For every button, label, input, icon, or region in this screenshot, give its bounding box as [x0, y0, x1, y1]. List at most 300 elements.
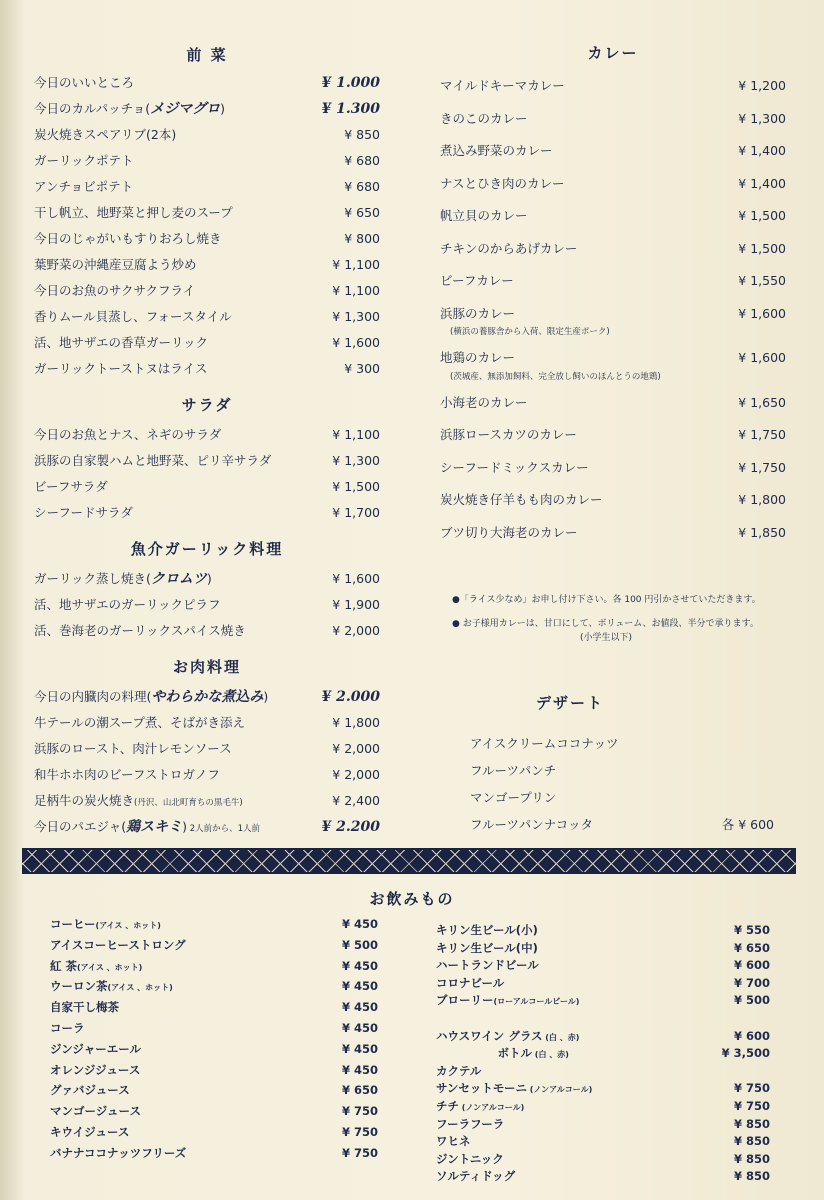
item-name-text: ビーフカレー: [440, 273, 514, 288]
item-name: [50, 935, 186, 956]
menu-item: [34, 814, 380, 840]
item-name: [50, 914, 161, 937]
item-name-text: マイルドキーマカレー: [440, 78, 565, 93]
item-price: ¥ 2.000: [321, 689, 380, 705]
menu-item: [34, 148, 380, 174]
item-price: ¥ 500: [733, 993, 770, 1008]
item-name-text: キリン生ビール(中): [436, 940, 538, 955]
drink-item: [436, 1063, 770, 1081]
menu-item: [34, 474, 380, 500]
item-name: [34, 684, 268, 710]
dessert-item: [470, 757, 774, 784]
item-name-text: 干し帆立、地野菜と押し麦のスープ: [34, 205, 233, 220]
item-price: ¥ 2,000: [332, 767, 380, 782]
menu-item: [34, 422, 380, 448]
item-price: ¥ 1,100: [332, 257, 380, 272]
item-name-text: きのこのカレー: [440, 110, 528, 126]
item-name-text: アンチョビポテト: [34, 179, 134, 194]
item-price: ¥ 450: [341, 917, 378, 931]
item-option-note: (アイス 、ホット): [77, 962, 143, 972]
item-name: [34, 448, 271, 474]
drinks-left-list: [50, 914, 378, 1164]
item-price: ¥ 750: [341, 1124, 378, 1139]
item-name: [440, 387, 528, 420]
dessert-item: [470, 730, 774, 757]
salad-list: [34, 422, 380, 526]
item-name: [436, 1098, 524, 1117]
item-name-text: ガーリックポテト: [34, 153, 134, 168]
curry-note-kids-age: (小学生以下): [580, 633, 633, 643]
item-price: ¥ 680: [344, 153, 380, 168]
drink-item: [436, 1098, 770, 1116]
drink-item: [50, 997, 378, 1018]
drink-item: [436, 1151, 770, 1169]
item-price: ¥ 650: [341, 1083, 378, 1098]
item-option-note: (アイス 、ホット): [95, 921, 161, 930]
item-name: [436, 1063, 481, 1081]
item-name: [436, 975, 504, 993]
menu-item: [440, 517, 786, 550]
menu-item: [34, 592, 380, 618]
item-option-note: (ノンアルコール): [459, 1102, 525, 1112]
item-price: ¥ 850: [344, 127, 380, 142]
item-name-text: オレンジジュース: [50, 1062, 141, 1077]
item-price: ¥ 1,750: [738, 427, 786, 442]
menu-item: [34, 330, 380, 356]
menu-item: [34, 566, 380, 592]
drink-item: [436, 975, 770, 993]
item-name-text: ガーリックトーストヌはライス: [34, 361, 208, 376]
item-name-text: ガーリック蒸し焼き(: [34, 571, 151, 586]
dessert-name: フルーツパンナコッタ: [470, 817, 594, 832]
drink-item: [50, 1018, 378, 1039]
drink-item: [436, 1010, 770, 1028]
item-name-text: フーラフーラ: [436, 1116, 505, 1131]
item-name: [34, 148, 134, 174]
item-name-text: 帆立貝のカレー: [440, 208, 528, 223]
item-name: [34, 122, 176, 148]
menu-item: [34, 70, 380, 96]
item-name: [34, 278, 195, 304]
item-name-tail: ): [263, 689, 269, 704]
item-name: [34, 70, 134, 96]
item-name: [440, 233, 577, 266]
item-price: ¥ 2,000: [332, 741, 380, 756]
curry-list: [440, 70, 786, 549]
item-option-note: (白 、赤): [542, 1032, 580, 1042]
item-name-text: ブローリー: [436, 993, 494, 1008]
item-price: ¥ 680: [344, 179, 380, 194]
item-name-text: 炭火焼き仔羊もも肉のカレー: [440, 492, 603, 507]
item-name: [436, 1133, 471, 1151]
drink-item: [50, 1039, 378, 1060]
item-name: [440, 484, 603, 517]
item-price: ¥ 750: [733, 1098, 770, 1113]
menu-item: [34, 252, 380, 278]
item-name: [440, 103, 528, 136]
item-name: [34, 710, 245, 736]
item-name-text: コロナビール: [436, 975, 505, 990]
dessert-list: [470, 730, 774, 838]
item-name: [440, 342, 515, 375]
item-name-text: 地鶏のカレー: [440, 350, 516, 365]
handwritten-item: やわらかな煮込み: [151, 689, 264, 705]
item-name: [50, 1143, 186, 1164]
item-price: ¥ 1,500: [332, 479, 380, 494]
menu-item: [440, 135, 786, 168]
item-name-text: 今日のお魚のサクサクフライ: [34, 283, 196, 298]
item-price: ¥ 1,200: [738, 78, 786, 93]
drink-item: [436, 992, 770, 1010]
item-price: ¥ 750: [341, 1145, 378, 1160]
item-price: ¥ 450: [341, 1000, 378, 1015]
zensai-title: 前 菜: [186, 46, 228, 64]
curry-note-rice: ●「ライス少なめ」お申し付け下さい。各 100 円引かさせていただきます。: [452, 595, 761, 605]
item-name: [440, 70, 565, 103]
item-price: ¥ 1,550: [738, 273, 786, 288]
item-name-text: 牛テールの潮スープ煮、そばがき添え: [34, 715, 246, 730]
item-name-text: 今日のじゃがいもすりおろし焼き: [34, 231, 222, 246]
item-name: [50, 1060, 140, 1081]
menu-item: [440, 484, 786, 517]
item-name-text: 活、地サザエの香草ガーリック: [34, 335, 209, 350]
item-name-text: 今日のいいところ: [34, 75, 135, 90]
menu-item: [440, 265, 786, 298]
item-name: [34, 618, 246, 644]
item-name: [436, 922, 538, 940]
dessert-section: [470, 692, 774, 838]
item-name-text: 香りムール貝蒸し、フォースタイル: [34, 309, 232, 324]
drink-item: [436, 957, 770, 975]
item-price: ¥ 850: [733, 1134, 770, 1149]
item-name: [50, 997, 119, 1018]
item-name: [50, 1101, 141, 1122]
item-option-note: (白 、赤): [532, 1050, 569, 1060]
item-name-text: グァバジュース: [50, 1083, 130, 1098]
item-price: ¥ 1,100: [332, 283, 380, 298]
item-name: [436, 957, 539, 975]
item-name-text: ジントニック: [436, 1151, 504, 1166]
item-name: [440, 517, 578, 550]
item-name: [436, 1116, 504, 1134]
drink-item: [436, 1080, 770, 1098]
menu-item: [34, 96, 380, 122]
item-name-text: 煮込み野菜のカレー: [440, 143, 553, 158]
item-name-text: 足柄牛の炭火焼き: [34, 793, 135, 808]
item-price: ¥ 600: [733, 1028, 770, 1043]
item-name-text: ボトル: [436, 1046, 533, 1061]
item-price: ¥ 800: [344, 231, 380, 246]
dessert-title: デザート: [536, 694, 605, 712]
item-price: ¥ 750: [733, 1081, 770, 1096]
item-price: ¥ 1.000: [321, 75, 380, 91]
item-name: [436, 1045, 569, 1064]
item-name: [50, 1122, 129, 1143]
menu-item: [440, 419, 786, 452]
item-price: ¥ 2.200: [321, 819, 380, 835]
item-price: ¥ 2,400: [332, 793, 380, 808]
item-name: [50, 956, 142, 979]
item-name-text: 浜豚ロースカツのカレー: [440, 427, 577, 442]
item-price: ¥ 850: [733, 1116, 770, 1131]
item-price: ¥ 1,300: [332, 453, 380, 468]
seafood-list: [34, 566, 380, 644]
item-price: ¥ 1,650: [738, 394, 786, 410]
item-name-text: 活、地サザエのガーリックピラフ: [34, 597, 221, 612]
item-name: [34, 96, 225, 122]
item-name: [436, 1168, 515, 1186]
menu-item: [34, 618, 380, 644]
menu-item: [34, 356, 380, 382]
item-price: ¥ 300: [344, 361, 380, 376]
item-name-text: ハウスワイン グラス: [436, 1028, 543, 1043]
meat-title: お肉料理: [172, 658, 241, 676]
item-option-note: (ノンアルコール): [526, 1085, 593, 1095]
item-name: [34, 252, 197, 278]
dessert-item: [470, 784, 774, 811]
item-name: [440, 135, 553, 168]
item-name: [440, 200, 528, 233]
menu-item: [34, 684, 380, 710]
item-name: [34, 422, 221, 448]
item-price: ¥ 1,100: [332, 427, 380, 442]
item-name: [440, 168, 565, 201]
item-name: [34, 566, 212, 592]
menu-item: [34, 788, 380, 814]
menu-item: [34, 448, 380, 474]
item-name-text: 活、巻海老のガーリックスパイス焼き: [34, 623, 246, 638]
item-name: [34, 788, 243, 816]
item-name-text: チチ: [436, 1098, 459, 1113]
dessert-name: マンゴープリン: [470, 790, 557, 805]
item-price: ¥ 3,500: [721, 1046, 770, 1061]
item-price: ¥ 1,750: [738, 459, 786, 475]
handwritten-item: メジマグロ: [150, 101, 221, 117]
item-name: [440, 452, 589, 485]
item-name-text: チキンのからあげカレー: [440, 240, 578, 256]
item-option-note: (アイス 、ホット): [107, 983, 173, 993]
drink-item: [436, 1116, 770, 1134]
item-price: ¥ 1,500: [738, 240, 786, 256]
item-name-text: 浜豚のカレー: [440, 305, 516, 321]
item-option-note: (ローアルコールビール): [493, 997, 580, 1007]
item-price: ¥ 1.300: [321, 101, 380, 117]
drink-item: [436, 1045, 770, 1063]
item-price: ¥ 1,700: [332, 505, 380, 520]
menu-item: [440, 200, 786, 233]
item-price: ¥ 450: [341, 979, 378, 994]
item-name: [50, 1039, 141, 1060]
drink-item: [50, 976, 378, 997]
item-price: ¥ 1,900: [332, 597, 380, 612]
item-price: ¥ 500: [341, 937, 378, 952]
item-name: [34, 330, 208, 356]
decorative-pattern-band: [22, 848, 796, 874]
seafood-title: 魚介ガーリック料理: [130, 540, 284, 558]
drink-item: [50, 1060, 378, 1081]
item-price: ¥ 450: [341, 958, 378, 973]
zensai-list: [34, 70, 380, 382]
item-name: [440, 419, 577, 452]
item-name: [34, 356, 207, 382]
menu-item: [34, 226, 380, 252]
item-note: (丹沢、山北町育ちの黒毛牛): [134, 798, 243, 808]
item-name-text: キウイジュース: [50, 1124, 130, 1139]
item-name-text: 今日のカルパッチョ(: [34, 101, 151, 116]
menu-item: [34, 278, 380, 304]
menu-item: [34, 500, 380, 526]
item-name-text: ナスとひき肉のカレー: [440, 175, 565, 191]
menu-item: [440, 70, 786, 103]
item-name-tail: ): [206, 571, 212, 586]
item-name: [50, 1018, 85, 1039]
item-name-tail: ): [220, 101, 226, 116]
item-name-text: ソルティドッグ: [436, 1169, 516, 1184]
item-name: [440, 298, 515, 331]
meat-list: [34, 684, 380, 840]
item-price: ¥ 1,600: [738, 305, 786, 321]
item-price: ¥ 1,800: [332, 715, 380, 730]
item-name: [34, 226, 222, 252]
item-name-text: 和牛ホホ肉のビーフストロガノフ: [34, 767, 220, 782]
item-price: ¥ 700: [733, 975, 770, 990]
item-name: [34, 500, 133, 526]
item-subnote: (茨城産、無添加飼料、完全放し飼いのほんとうの地鶏): [450, 371, 661, 382]
dessert-price: 各 ¥ 600: [721, 817, 774, 832]
menu-item: [34, 122, 380, 148]
item-name-text: 炭火焼きスペアリブ(2本): [34, 127, 177, 142]
item-price: ¥ 450: [341, 1041, 378, 1056]
item-note: 2人前から、1人前: [187, 824, 261, 834]
menu-item: [440, 298, 786, 331]
menu-item: [440, 387, 786, 420]
item-price: ¥ 1,300: [738, 110, 786, 126]
menu-item: [440, 233, 786, 266]
item-name-text: サンセットモーニ: [436, 1081, 527, 1096]
item-name-text: 紅 茶: [50, 958, 78, 973]
menu-item: [34, 710, 380, 736]
item-price: ¥ 650: [344, 205, 380, 220]
drink-item: [50, 1080, 378, 1101]
item-price: ¥ 850: [733, 1151, 770, 1166]
item-name-text: ブツ切り大海老のカレー: [440, 524, 578, 540]
item-price: ¥ 1,300: [332, 309, 380, 324]
item-price: ¥ 1,850: [738, 524, 786, 540]
menu-item: [440, 168, 786, 201]
item-name-text: シーフードミックスカレー: [440, 459, 589, 475]
item-subnote: (横浜の養豚舎から入荷、限定生産ポーク): [450, 327, 610, 337]
curry-note-kids: ● お子様用カレーは、甘口にして、ボリューム、お値段、半分で承ります。: [452, 619, 759, 629]
dessert-name: フルーツパンチ: [470, 763, 557, 778]
item-price: ¥ 1,400: [738, 175, 786, 191]
item-name-text: コーラ: [50, 1020, 85, 1035]
item-name-text: 小海老のカレー: [440, 394, 528, 410]
item-name-text: 自家干し梅茶: [50, 1000, 119, 1015]
item-name-text: コーヒー: [50, 917, 96, 931]
item-name-text: ハートランドビール: [436, 958, 539, 973]
item-price: ¥ 1,800: [738, 492, 786, 507]
item-name-text: バナナココナッツフリーズ: [50, 1145, 187, 1160]
item-name: [436, 992, 579, 1011]
menu-item: [440, 103, 786, 136]
item-price: ¥ 600: [733, 958, 770, 973]
curry-title: カレー: [587, 44, 639, 62]
drinks-title: お飲みもの: [369, 890, 455, 908]
item-name-text: カクテル: [436, 1063, 482, 1078]
menu-item: [34, 200, 380, 226]
drink-item: [50, 1122, 378, 1143]
item-name: [34, 474, 108, 500]
item-name-text: 今日のパエジャ(: [34, 819, 127, 834]
menu-item: [440, 342, 786, 375]
drink-item: [50, 1143, 378, 1164]
menu-item: [34, 174, 380, 200]
item-price: ¥ 2,000: [332, 623, 380, 638]
item-name-text: 今日の内臓肉の料理(: [34, 689, 152, 704]
item-name-text: シーフードサラダ: [34, 505, 133, 520]
item-name-text: ジンジャーエール: [50, 1041, 141, 1056]
salad-title: サラダ: [181, 396, 233, 414]
item-price: ¥ 450: [341, 1062, 378, 1077]
item-price: ¥ 1,600: [738, 350, 786, 365]
item-name-text: アイスコーヒーストロング: [50, 937, 186, 952]
drink-item: [436, 1133, 770, 1151]
item-name: [50, 1080, 130, 1101]
drink-item: [436, 940, 770, 958]
item-name-tail: ): [182, 819, 188, 834]
left-food-column: [34, 44, 380, 840]
item-price: ¥ 1,600: [332, 571, 380, 586]
item-name: [440, 265, 514, 298]
item-name: [34, 304, 232, 330]
item-name: [436, 1080, 592, 1099]
item-name: [34, 592, 221, 618]
drink-item: [50, 914, 378, 935]
item-name-text: 葉野菜の沖縄産豆腐よう炒め: [34, 257, 197, 272]
item-name: [34, 762, 220, 788]
menu-item: [440, 452, 786, 485]
drink-item: [436, 1168, 770, 1186]
dessert-item: [470, 811, 774, 838]
item-name: [34, 174, 133, 200]
item-name-text: ビーフサラダ: [34, 479, 108, 494]
item-name: [436, 1028, 579, 1047]
drink-item: [50, 956, 378, 977]
item-price: ¥ 850: [733, 1169, 770, 1184]
drink-item: [436, 922, 770, 940]
item-price: ¥ 1,400: [738, 143, 786, 158]
item-price: ¥ 650: [733, 940, 770, 955]
item-name: [50, 976, 173, 999]
item-price: ¥ 450: [341, 1020, 378, 1035]
menu-item: [34, 304, 380, 330]
item-name-text: 浜豚のロースト、肉汁レモンソース: [34, 741, 232, 756]
drinks-right-list: [436, 922, 770, 1186]
item-name-text: 浜豚の自家製ハムと地野菜、ピリ辛サラダ: [34, 453, 272, 468]
handwritten-item: 鶏スキミ: [126, 819, 183, 835]
drink-item: [50, 1101, 378, 1122]
right-food-column: [440, 42, 786, 645]
item-name: [34, 200, 233, 226]
item-name: [34, 814, 260, 842]
handwritten-item: クロムツ: [150, 571, 207, 587]
drink-item: [50, 935, 378, 956]
item-price: ¥ 750: [341, 1104, 378, 1119]
menu-item: [34, 736, 380, 762]
drink-item: [436, 1028, 770, 1046]
dessert-name: アイスクリームココナッツ: [470, 736, 619, 751]
item-name-text: ワヒネ: [436, 1134, 471, 1149]
